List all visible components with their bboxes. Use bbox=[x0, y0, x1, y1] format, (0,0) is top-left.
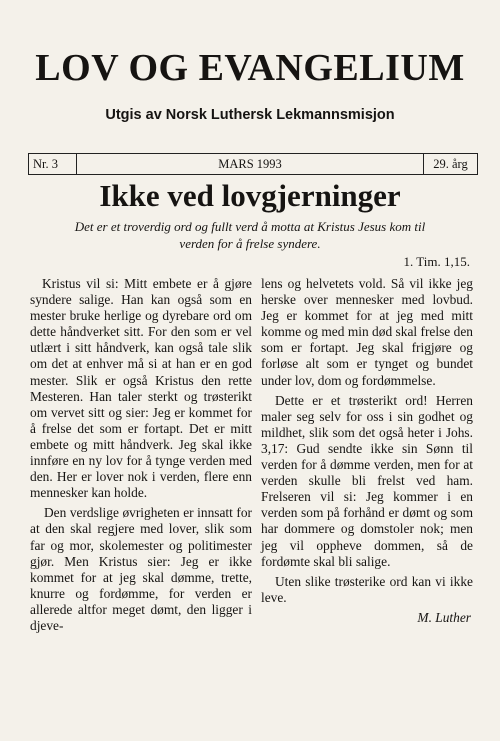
paragraph: Uten slike trøsterike ord kan vi ikke leve. bbox=[261, 573, 473, 605]
article-column-left bbox=[30, 276, 252, 638]
masthead-subtitle: Utgis av Norsk Luthersk Lekmannsmisjon bbox=[105, 107, 395, 123]
paragraph: Kristus vil si: Mitt embete er å gjøre syndere salige. Han kan også som en mester bruke herlige og dyrebare ord om dette håndverket sitt. For den som er vel utlært i sitt håndverk, kan også tale slik om det at enhver må si at han er en god mester. Slik er også Kristus den rette Mesteren. Han taler sterkt og trøsterikt om vervet sitt og sier: Jeg er kommet for å frelse det som er fortapt. Det er mitt embete og mitt håndverk. Jeg skal ikke innføre en ny lov for å tynge verden med den. Her er lover nok i verden, flere enn mennesker kan holde. bbox=[30, 276, 252, 501]
article-lede: Det er et troverdig ord og fullt verd å motta at Kristus Jesus kom til verden for å frelse syndere. bbox=[74, 219, 426, 251]
issue-date: MARS 1993 bbox=[218, 156, 282, 171]
article-headline: Ikke ved lovgjerninger bbox=[99, 178, 401, 213]
paragraph: Dette er et trøsterikt ord! Herren maler seg selv for oss i sin godhet og mildhet, slik som det også heter i Johs. 3,17: Gud sendte ikke sin Sønn til verden for å dømme verden, men for at verden skulle bli frelst ved ham. Frelseren vil si: Jeg kommer i en verden som på forhånd er dømt og som har dommere og domstoler nok; men jeg vil oppheve dommen, så de fordømte skal bli salige. bbox=[261, 392, 473, 569]
issue-bar bbox=[28, 153, 478, 175]
article-column-right bbox=[261, 276, 473, 626]
masthead-title: LOV OG EVANGELIUM bbox=[35, 47, 465, 89]
issue-year: 29. årg bbox=[423, 154, 477, 174]
paragraph: lens og helvetets vold. Så vil ikke jeg herske over mennesker med lovbud. Jeg er kommet for at jeg med mitt komme og med min død skal frelse den som er fortapt. Jeg skal frigjøre og forløse alt som er tynget og bundet under lov, dom og fordømmelse. bbox=[261, 276, 473, 388]
signature: M. Luther bbox=[417, 609, 471, 625]
paragraph: Den verdslige øvrigheten er innsatt for at den skal regjere med lover, slik som far og mor, skolemester og politimester gjør. Men Kristus sier: Jeg er ikke kommet for at jeg skal dømme, trette, knurre og fordømme, for verden er allerede altfor meget dømt, den ligger i djeve- bbox=[30, 505, 252, 633]
issue-number: Nr. 3 bbox=[29, 154, 77, 174]
bible-reference: 1. Tim. 1,15. bbox=[403, 254, 470, 269]
